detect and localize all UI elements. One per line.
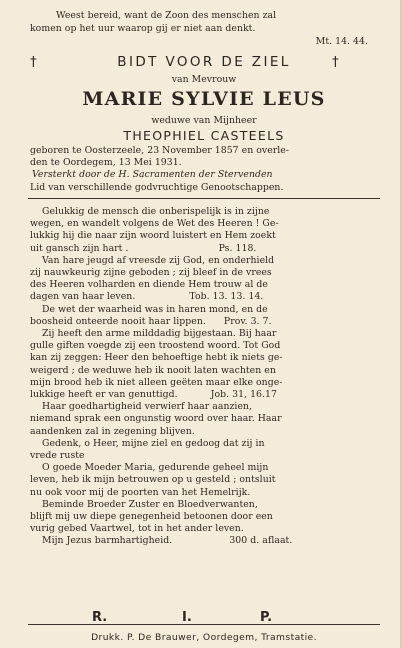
- bidt-heading: BIDT VOOR DE ZIEL: [117, 54, 291, 70]
- cross-right: †: [332, 54, 342, 70]
- body-line: Beminde Broeder Zuster en Bloedverwanten,: [30, 498, 258, 510]
- body-line: Gedenk, o Heer, mijne ziel en gedoog dat zij in: [30, 437, 265, 449]
- body-line: lukkig hij die naar zijn woord luistert en Hem zoekt: [30, 230, 276, 242]
- body-line: Mijn Jezus barmhartigheid. 300 d. aflaat.: [30, 535, 293, 547]
- body-line: Gelukkig de mensch die onberispelijk is in zijne: [30, 206, 270, 217]
- body-line: Haar goedhartigheid verwierf haar aanzien,: [30, 401, 253, 413]
- body-line: vrede ruste: [30, 450, 85, 461]
- body-line: uit gansch zijn hart . Ps. 118.: [30, 242, 257, 254]
- body-line: O goede Moeder Maria, gedurende geheel mijn: [30, 462, 269, 474]
- bio-line-1: geboren te Oosterzeele, 23 November 1857 en overle-: [30, 145, 290, 156]
- body-line: gulle giften voegde zij een troostend woord. Tot God: [30, 340, 281, 352]
- quote-line-2: komen op het uur waarop gij er niet aan denkt.: [30, 23, 256, 34]
- cross-left: †: [30, 54, 40, 70]
- rip-p: P.: [260, 610, 273, 625]
- van-mevrouw: van Mevrouw: [171, 74, 237, 85]
- body-line: vurig gebed Vaartwel, tot in het ander leven.: [30, 523, 244, 535]
- printer-credit: Drukk. P. De Brauwer, Oordegem, Tramstatie.: [91, 632, 317, 643]
- husband-name: THEOPHIEL CASTEELS: [123, 128, 285, 143]
- weduwe-line: weduwe van Mijnheer: [151, 115, 257, 126]
- body-line: blijft mij uw diepe genegenheid betoonen door een: [30, 511, 273, 522]
- body-line: Zij heeft den arme milddadig bijgestaan. Bij haar: [30, 328, 277, 339]
- body-line: leven, heb ik mijn betrouwen op u gesteld ; ontsluit: [30, 474, 276, 486]
- body-line: niemand sprak een ongunstig woord over haar. Haar: [30, 413, 282, 425]
- body-line: mijn brood heb ik niet alleen geëten maar elke onge-: [30, 376, 283, 388]
- divider-top: [28, 198, 380, 199]
- bio-line-4: Lid van verschillende godvruchtige Genootschappen.: [30, 182, 284, 193]
- body-line: wegen, en wandelt volgens de Wet des Heeren ! Ge-: [30, 218, 279, 230]
- body-line: boosheid onteerde nooit haar lippen. Prov. 3. 7.: [30, 315, 272, 327]
- divider-bottom: [28, 624, 380, 625]
- body-line: De wet der waarheid was in haren mond, en de: [30, 303, 268, 315]
- body-line: nu ook voor mij de poorten van het Hemelrijk.: [30, 486, 251, 498]
- body-line: zij nauwkeurig zijne geboden ; zij bleef in de vrees: [30, 267, 272, 278]
- body-line: weigerd ; de weduwe heb ik nooit laten wachten en: [30, 364, 276, 376]
- body-line: des Heeren volharden en diende Hem trouw al de: [30, 279, 268, 291]
- body-line: Van hare jeugd af vreesde zij God, en onderhield: [30, 254, 275, 266]
- body-line: kan zij zeggen: Heer den behoeftige hebt ik niets ge-: [30, 352, 283, 364]
- quote-reference: Mt. 14. 44.: [315, 36, 368, 47]
- quote-line-1: Weest bereid, want de Zoon des menschen zal: [56, 10, 277, 21]
- rip-i: I.: [182, 610, 192, 625]
- body-line: lukkige heeft er van genuttigd. Job. 31, 16.17: [30, 389, 277, 400]
- bio-line-3: Versterkt door de H. Sacramenten der Stervenden: [32, 169, 273, 180]
- body-line: aandenken zal in zegening blijven.: [30, 425, 195, 437]
- body-line: dagen van haar leven. Tob. 13. 13. 14.: [30, 291, 264, 303]
- bio-line-2: den te Oordegem, 13 Mei 1931.: [30, 157, 182, 168]
- deceased-name: MARIE SYLVIE LEUS: [82, 88, 326, 110]
- rip-r: R.: [92, 610, 108, 625]
